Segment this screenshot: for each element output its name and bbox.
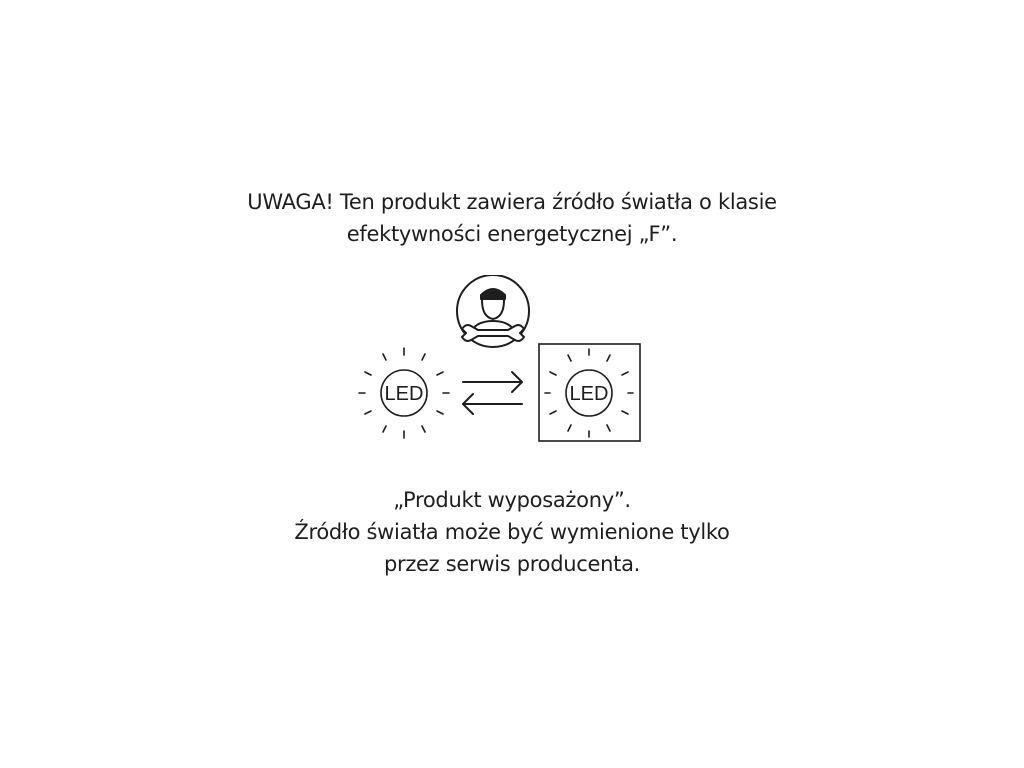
- notice-text: [0, 484, 1024, 580]
- replacement-pictogram-svg: [350, 275, 650, 445]
- warning-line-1: UWAGA! Ten produkt zawiera źródło światła o klasie: [247, 190, 777, 214]
- swap-arrows-icon: [463, 372, 522, 414]
- technician-wrench-icon: [457, 275, 529, 347]
- warning-line-2: efektywności energetycznej „F”.: [346, 222, 678, 246]
- notice-line-2: Źródło światła może być wymienione tylko: [294, 520, 730, 544]
- replacement-pictogram: [350, 275, 650, 445]
- notice-line-1: „Produkt wyposażony”.: [393, 488, 631, 512]
- led-left-label: LED: [384, 383, 424, 405]
- led-right-label: LED: [569, 383, 609, 405]
- warning-text: [0, 186, 1024, 250]
- notice-line-3: przez serwis producenta.: [383, 552, 641, 576]
